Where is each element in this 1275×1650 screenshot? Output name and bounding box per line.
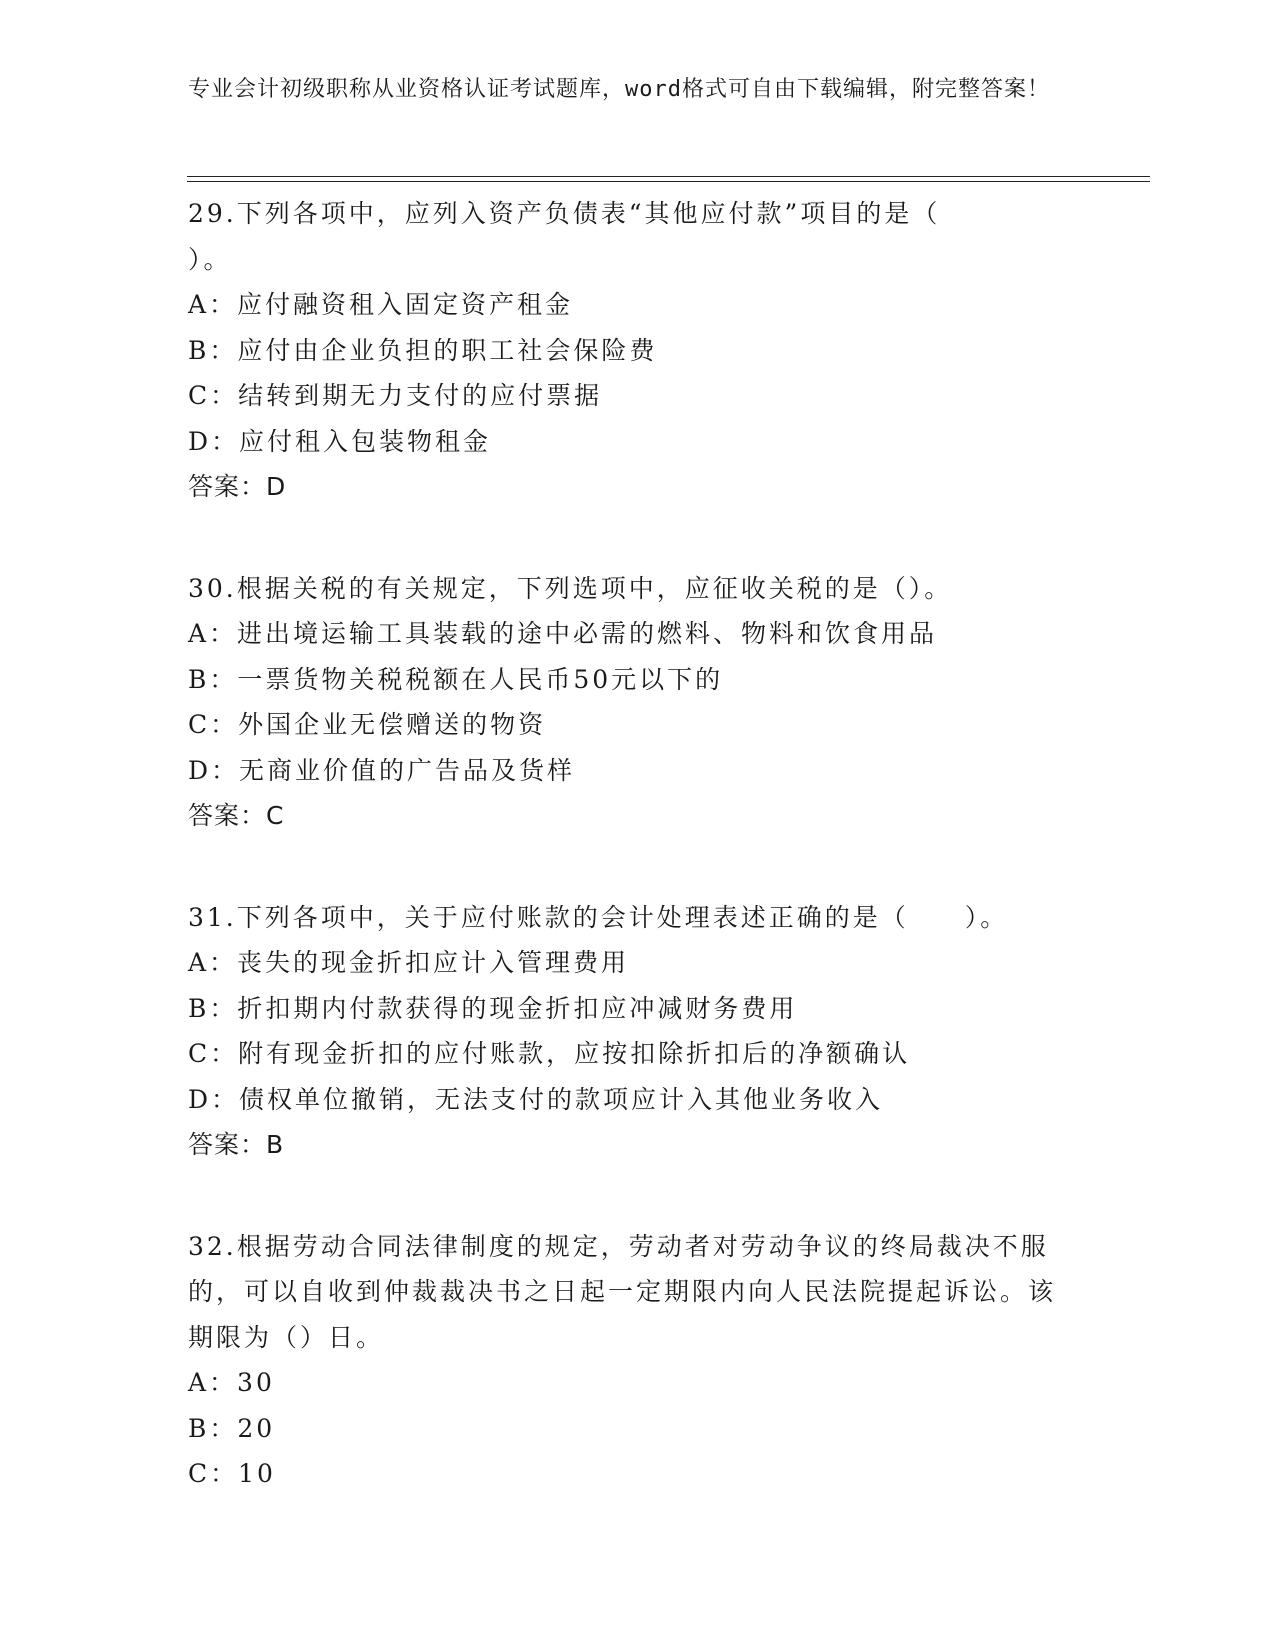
- question-32: [188, 1224, 1088, 1497]
- header-text: 专业会计初级职称从业资格认证考试题库，word格式可自由下载编辑，附完整答案！: [188, 77, 1050, 102]
- question-29: [188, 191, 1088, 510]
- answer-label: 答案：B: [188, 1130, 285, 1159]
- answer-label: 答案：C: [188, 801, 285, 830]
- option-b: B：折扣期内付款获得的现金折扣应冲减财务费用: [188, 993, 798, 1023]
- question-stem: 31.下列各项中，关于应付账款的会计处理表述正确的是（ ）。: [188, 902, 1009, 932]
- option-a: A：进出境运输工具装载的途中必需的燃料、物料和饮食用品: [188, 619, 938, 648]
- header-divider-bottom: [187, 181, 1150, 182]
- option-c: C：结转到期无力支付的应付票据: [188, 381, 603, 410]
- option-b: B：一票货物关税税额在人民币50元以下的: [188, 664, 724, 694]
- question-stem: 32.根据劳动合同法律制度的规定，劳动者对劳动争议的终局裁决不服的，可以自收到仲裁裁决书之日起一定期限内向人民法院提起诉讼。该期限为（）日。: [188, 1231, 1057, 1352]
- option-a: A：30: [188, 1368, 275, 1397]
- option-d: D：债权单位撤销，无法支付的款项应计入其他业务收入: [188, 1084, 884, 1114]
- option-a: A：应付融资租入固定资产租金: [188, 290, 574, 319]
- question-list: [188, 191, 1088, 1553]
- option-a: A：丧失的现金折扣应计入管理费用: [188, 948, 630, 977]
- option-c: C：外国企业无偿赠送的物资: [188, 710, 547, 739]
- option-c: C：10: [188, 1459, 276, 1488]
- option-c: C：附有现金折扣的应付账款，应按扣除折扣后的净额确认: [188, 1039, 911, 1068]
- option-b: B：应付由企业负担的职工社会保险费: [188, 335, 658, 365]
- question-31: [188, 895, 1088, 1168]
- question-stem: 30.根据关税的有关规定，下列选项中，应征收关税的是（）。: [188, 573, 953, 603]
- answer-label: 答案：D: [188, 472, 287, 501]
- option-d: D：无商业价值的广告品及货样: [188, 755, 576, 785]
- header-divider-top: [187, 176, 1150, 177]
- question-stem: 29.下列各项中，应列入资产负债表“其他应付款”项目的是（ ）。: [188, 199, 1025, 274]
- option-b: B：20: [188, 1413, 276, 1443]
- question-30: [188, 566, 1088, 839]
- option-d: D：应付租入包装物租金: [188, 426, 492, 456]
